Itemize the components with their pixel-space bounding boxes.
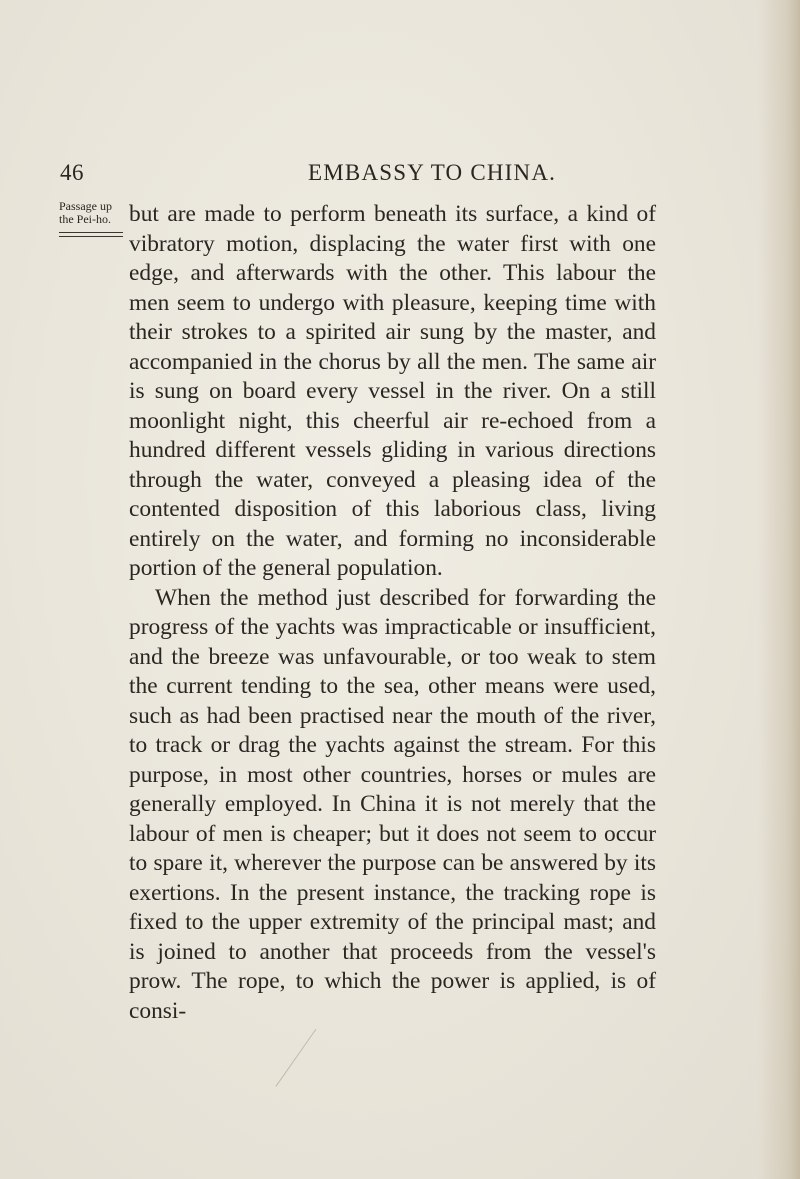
margin-note-rule: [59, 232, 123, 237]
running-head: EMBASSY TO CHINA.: [308, 160, 557, 185]
page-edge-shadow: [758, 0, 800, 1179]
margin-note: [59, 200, 119, 226]
page-number: 46: [60, 160, 84, 185]
paragraph-2: When the method just described for forwarding the progress of the yachts was impracticable or insufficient, and the breeze was unfavourable, or too weak to stem the current tending to the sea, other means were used, such as had been practised near the mouth of the river, to track or drag the yachts against the stream. For this purpose, in most other countries, horses or mules are generally employed. In China it is not merely that the labour of men is cheaper; but it does not seem to occur to spare it, wherever the purpose can be answered by its exertions. In the present instance, the tracking rope is fixed to the upper extremity of the principal mast; and is joined to another that proceeds from the vessel's prow. The rope, to which the power is applied, is of consi-: [129, 584, 656, 1024]
body-text: [129, 200, 656, 1026]
margin-note-line-2: the Pei-ho.: [59, 212, 111, 226]
paragraph-1: but are made to perform beneath its surface, a kind of vibratory motion, displacing the water first with one edge, and afterwards with the other. This labour the men seem to undergo with pleasure, keeping time with their strokes to a spirited air sung by the master, and accompanied in the chorus by all the men. The same air is sung on board every vessel in the river. On a still moonlight night, this cheerful air re-echoed from a hundred different vessels gliding in various directions through the water, conveyed a pleasing idea of the contented disposition of this laborious class, living entirely on the water, and forming no inconsiderable portion of the general population.: [129, 201, 656, 581]
margin-note-line-1: Passage up: [59, 199, 112, 213]
